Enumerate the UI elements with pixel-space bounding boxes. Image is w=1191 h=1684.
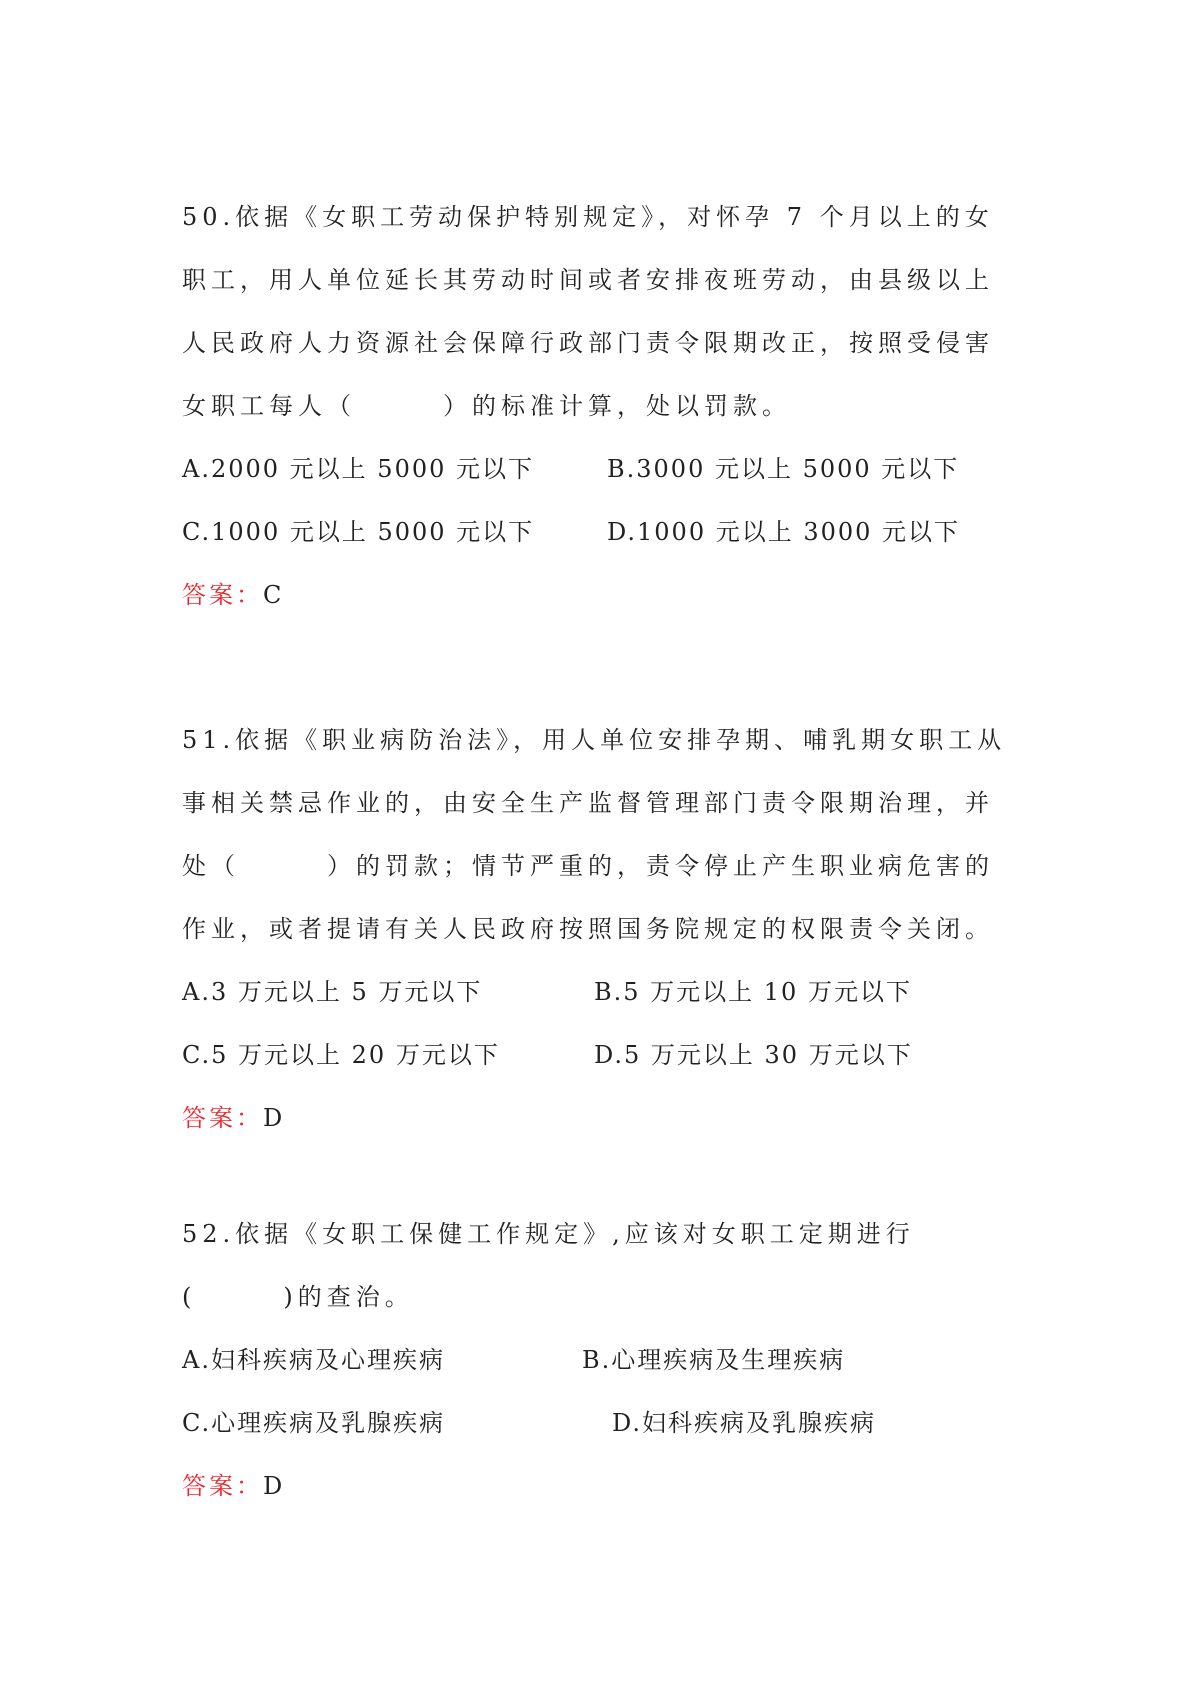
answer-value: D — [263, 1472, 283, 1500]
options-row-ab — [182, 438, 1012, 501]
answer — [182, 564, 1012, 627]
options-row-ab — [182, 1329, 1012, 1392]
option-a: A.3 万元以上 5 万元以下 — [182, 978, 483, 1006]
question-text: 51.依据《职业病防治法》，用人单位安排孕期、哺乳期女职工从事相关禁忌作业的，由安全生产监督管理部门责令限期治理，并处（ ）的罚款；情节严重的，责令停止产生职业病危害的作业，或者提请有关人民政府按照国务院规定的权限责令关闭。 — [182, 726, 1007, 943]
option-c: C.1000 元以上 5000 元以下 — [182, 518, 535, 546]
answer-label: 答案： — [182, 1472, 263, 1500]
option-a: A.妇科疾病及心理疾病 — [182, 1346, 445, 1374]
option-b: B.心理疾病及生理疾病 — [582, 1346, 846, 1374]
question-51 — [182, 709, 1012, 1150]
answer-label: 答案： — [182, 1104, 263, 1132]
answer — [182, 1455, 1012, 1518]
options-row-cd — [182, 501, 1012, 564]
option-c: C.5 万元以上 20 万元以下 — [182, 1041, 500, 1069]
question-text: 50.依据《女职工劳动保护特别规定》，对怀孕 7 个月以上的女职工，用人单位延长其劳动时间或者安排夜班劳动，由县级以上人民政府人力资源社会保障行政部门责令限期改正，按照受侵害女职工每人（ ）的标准计算，处以罚款。 — [182, 203, 994, 420]
options-row-cd — [182, 1392, 1012, 1455]
options-row-cd — [182, 1024, 1012, 1087]
options-row-ab — [182, 961, 1012, 1024]
option-a: A.2000 元以上 5000 元以下 — [182, 455, 535, 483]
question-text: 52.依据《女职工保健工作规定》,应该对女职工定期进行( )的查治。 — [182, 1220, 915, 1311]
option-c: C.心理疾病及乳腺疾病 — [182, 1409, 446, 1437]
question-52 — [182, 1203, 1012, 1518]
answer — [182, 1087, 1012, 1150]
question-50 — [182, 186, 1012, 627]
option-d: D.妇科疾病及乳腺疾病 — [612, 1409, 877, 1437]
answer-value: D — [263, 1104, 283, 1132]
option-d: D.1000 元以上 3000 元以下 — [607, 518, 961, 546]
option-d: D.5 万元以上 30 万元以下 — [594, 1041, 913, 1069]
option-b: B.3000 元以上 5000 元以下 — [607, 455, 960, 483]
answer-label: 答案： — [182, 581, 263, 609]
option-b: B.5 万元以上 10 万元以下 — [594, 978, 912, 1006]
answer-value: C — [263, 581, 282, 609]
